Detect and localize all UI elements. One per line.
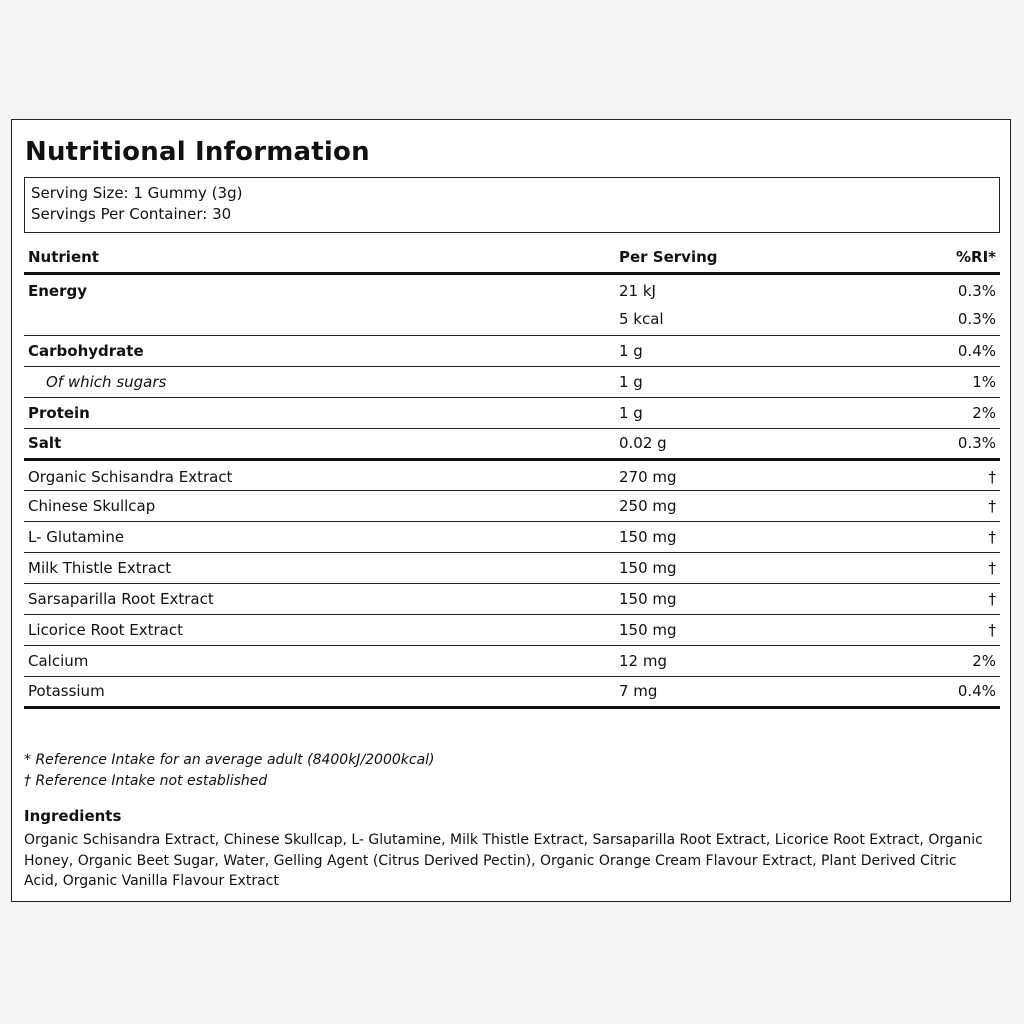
servings-per-container: Servings Per Container: 30 bbox=[31, 205, 232, 223]
nutrient-name: Calcium bbox=[24, 645, 615, 676]
ri-value: 2% bbox=[883, 397, 1000, 428]
footnotes bbox=[24, 750, 435, 792]
nutrient-name: Protein bbox=[24, 397, 615, 428]
per-serving-value: 1 g bbox=[615, 397, 883, 428]
ri-value: † bbox=[883, 521, 1000, 552]
table-row bbox=[24, 304, 1000, 335]
nutrient-name: Organic Schisandra Extract bbox=[24, 459, 615, 490]
per-serving-value: 150 mg bbox=[615, 521, 883, 552]
footnote-reference-intake: * Reference Intake for an average adult (8400kJ/2000kcal) bbox=[24, 752, 435, 768]
nutrient-name: Sarsaparilla Root Extract bbox=[24, 583, 615, 614]
table-row bbox=[24, 676, 1000, 707]
table-row bbox=[24, 552, 1000, 583]
serving-info-box bbox=[24, 177, 1000, 233]
per-serving-value: 12 mg bbox=[615, 645, 883, 676]
per-serving-value: 0.02 g bbox=[615, 428, 883, 459]
ri-value: 0.3% bbox=[883, 304, 1000, 335]
table-row bbox=[24, 273, 1000, 304]
table-row bbox=[24, 397, 1000, 428]
per-serving-value: 1 g bbox=[615, 335, 883, 366]
per-serving-value: 5 kcal bbox=[615, 304, 883, 335]
per-serving-value: 150 mg bbox=[615, 614, 883, 645]
ri-value: 0.3% bbox=[883, 428, 1000, 459]
nutrient-name: Carbohydrate bbox=[24, 335, 615, 366]
ri-value: † bbox=[883, 490, 1000, 521]
ri-value: 1% bbox=[883, 366, 1000, 397]
header-nutrient: Nutrient bbox=[24, 243, 615, 273]
ingredients-text: Organic Schisandra Extract, Chinese Skullcap, L- Glutamine, Milk Thistle Extract, Sarsaparilla Root Extract, Licorice Root Extract, Organic Honey, Organic Beet Sugar, Water, Gelling Agent (Citrus Derived Pectin), Organic Orange Cream Flavour Extract, Plant Derived Citric Acid, Organic Vanilla Flavour Extract bbox=[24, 832, 983, 889]
table-row bbox=[24, 335, 1000, 366]
nutrient-name: L- Glutamine bbox=[24, 521, 615, 552]
per-serving-value: 21 kJ bbox=[619, 282, 656, 301]
ri-value: 0.4% bbox=[883, 335, 1000, 366]
ri-value: † bbox=[883, 614, 1000, 645]
nutrient-name: Milk Thistle Extract bbox=[24, 552, 615, 583]
table-row bbox=[24, 459, 1000, 490]
ri-value: 0.3% bbox=[957, 282, 996, 301]
table-row bbox=[24, 614, 1000, 645]
ri-value: 2% bbox=[883, 645, 1000, 676]
nutrient-name: Licorice Root Extract bbox=[24, 614, 615, 645]
ri-value: 0.4% bbox=[883, 676, 1000, 707]
table-row bbox=[24, 645, 1000, 676]
per-serving-value: 7 mg bbox=[615, 676, 883, 707]
table-row bbox=[24, 428, 1000, 459]
per-serving-value: 250 mg bbox=[615, 490, 883, 521]
table-row bbox=[24, 521, 1000, 552]
ri-value: † bbox=[883, 459, 1000, 490]
per-serving-value: 150 mg bbox=[615, 552, 883, 583]
serving-size: Serving Size: 1 Gummy (3g) bbox=[31, 184, 243, 202]
nutrient-name: Of which sugars bbox=[24, 366, 615, 397]
per-serving-value: 270 mg bbox=[615, 459, 883, 490]
table-row bbox=[24, 366, 1000, 397]
nutrient-name: Salt bbox=[24, 428, 615, 459]
ri-value: † bbox=[883, 552, 1000, 583]
nutrient-name: Potassium bbox=[24, 676, 615, 707]
table-row bbox=[24, 490, 1000, 521]
nutrient-name bbox=[24, 304, 615, 335]
ingredients-heading: Ingredients bbox=[24, 807, 122, 825]
nutrient-name: Energy bbox=[28, 282, 88, 301]
header-per-serving: Per Serving bbox=[615, 243, 883, 273]
ri-value: † bbox=[883, 583, 1000, 614]
nutrition-table bbox=[24, 243, 1000, 709]
page-title: Nutritional Information bbox=[25, 137, 370, 167]
per-serving-value: 1 g bbox=[615, 366, 883, 397]
nutrient-name: Chinese Skullcap bbox=[24, 490, 615, 521]
table-header-row bbox=[24, 243, 1000, 273]
table-row bbox=[24, 583, 1000, 614]
per-serving-value: 150 mg bbox=[615, 583, 883, 614]
header-ri: %RI* bbox=[883, 243, 1000, 273]
nutrition-panel bbox=[11, 119, 1011, 902]
footnote-not-established: † Reference Intake not established bbox=[24, 773, 268, 789]
